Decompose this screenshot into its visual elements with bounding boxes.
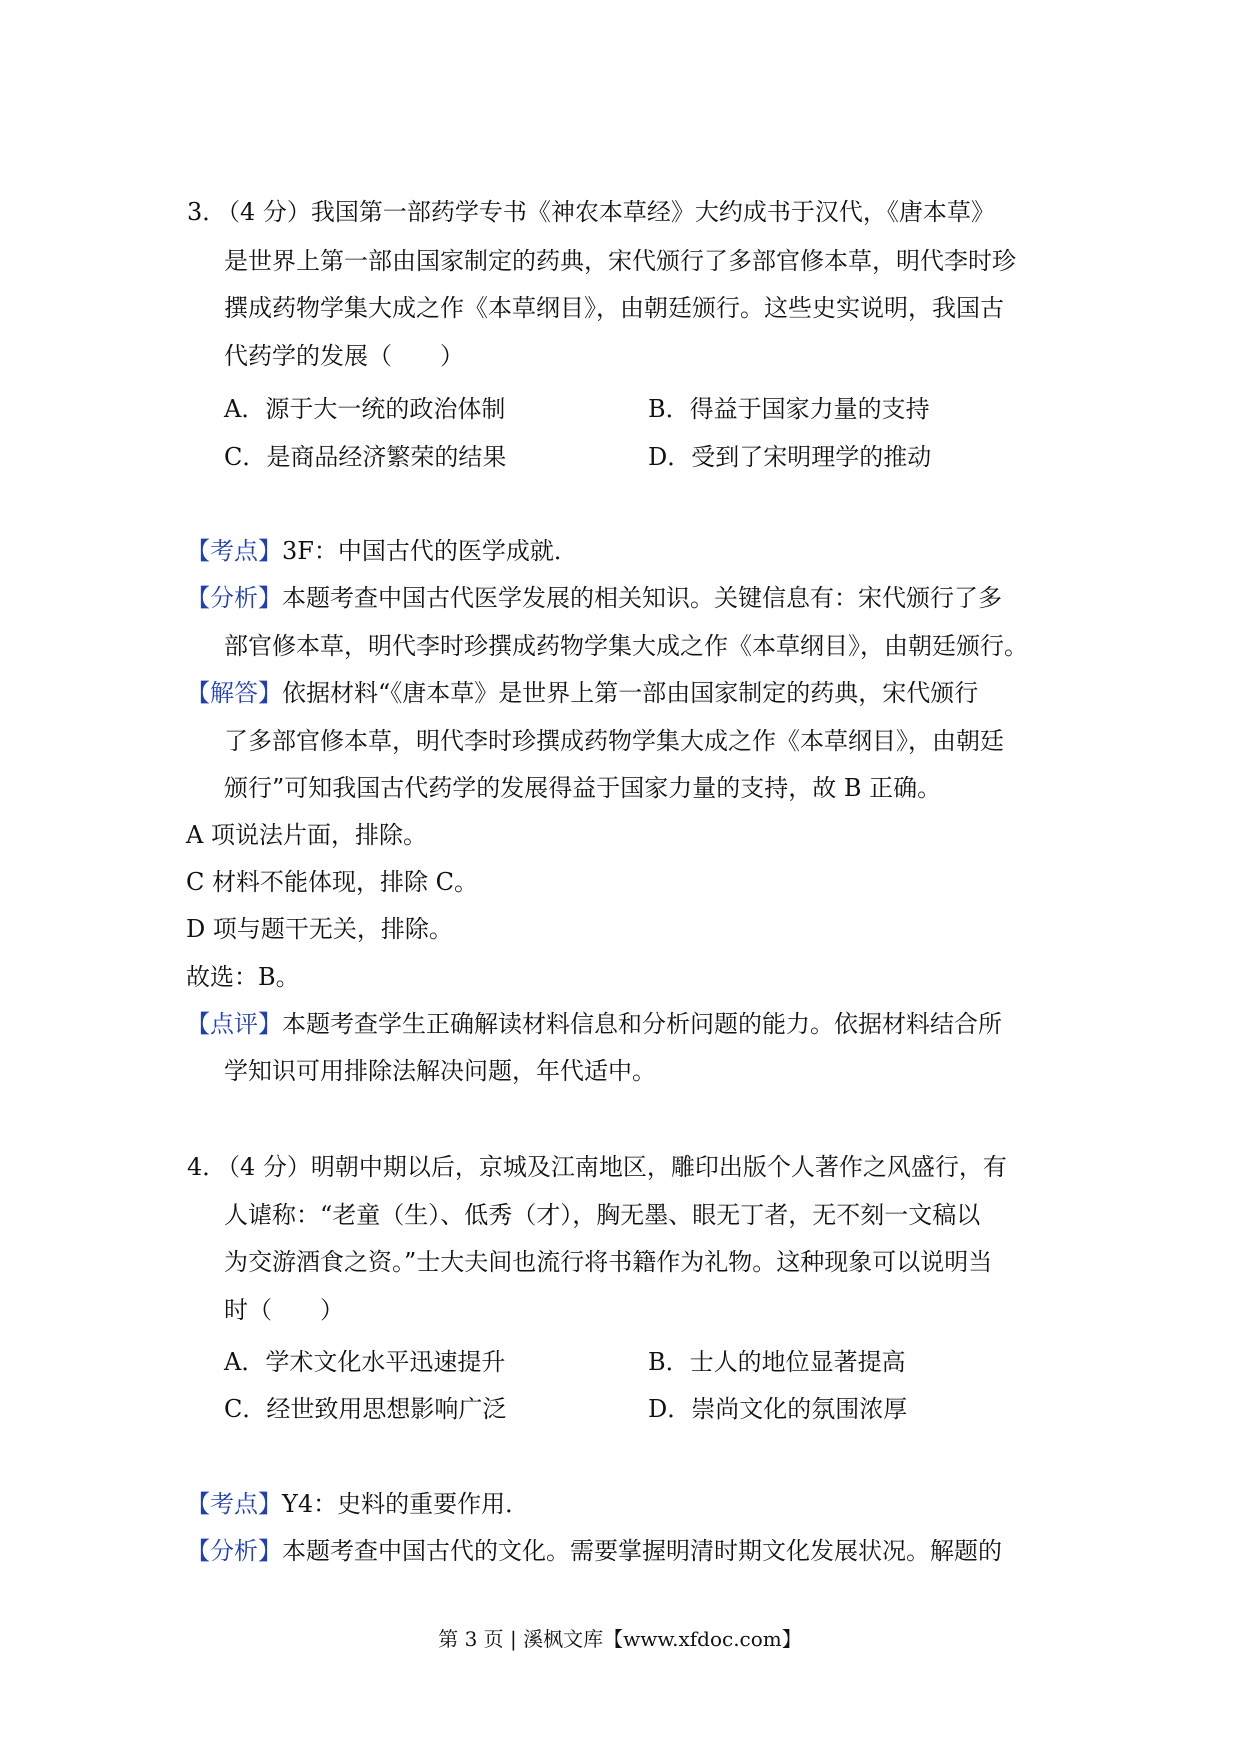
question-3-number: 3． (187, 198, 227, 226)
q4-kaodian (186, 1487, 529, 1521)
q3-extra-3: D 项与题干无关，排除。 (186, 915, 453, 943)
q3-fenxi (186, 581, 1002, 615)
question-4-line-4: 时（ ） (224, 1296, 344, 1324)
kaodian-text: 3F：中国古代的医学成就． (282, 537, 578, 565)
question-4-option-b: B．士人的地位显著提高 (648, 1348, 906, 1376)
fenxi-text-1: 本题考查中国古代医学发展的相关知识。关键信息有：宋代颁行了多 (282, 584, 1002, 612)
question-4-number: 4． (187, 1153, 227, 1181)
page-footer: 第 3 页 | 溪枫文库【www.xfdoc.com】 (438, 1627, 802, 1651)
question-3-option-a: A．源于大一统的政治体制 (224, 395, 506, 423)
question-3-line-3: 撰成药物学集大成之作《本草纲目》，由朝廷颁行。这些史实说明，我国古 (224, 294, 1004, 322)
question-3-option-b: B．得益于国家力量的支持 (648, 395, 930, 423)
q3-jieda-line-2: 了多部官修本草，明代李时珍撰成药物学集大成之作《本草纲目》，由朝廷 (224, 727, 1004, 755)
q3-dianping (186, 1007, 1002, 1041)
kaodian-tag: 【考点】 (186, 537, 282, 565)
question-4-option-a: A．学术文化水平迅速提升 (224, 1348, 506, 1376)
kaodian-text: Y4：史料的重要作用． (282, 1490, 530, 1518)
jieda-tag: 【解答】 (186, 679, 282, 707)
q3-jieda-line-3: 颁行”可知我国古代药学的发展得益于国家力量的支持，故 B 正确。 (224, 774, 942, 802)
question-4-line-2: 人谑称：“老童（生）、低秀（才），胸无墨、眼无丁者，无不刻一文稿以 (224, 1201, 981, 1229)
q3-answer: 故选：B。 (186, 963, 300, 991)
fenxi-tag: 【分析】 (186, 1537, 282, 1565)
q3-extra-1: A 项说法片面，排除。 (186, 821, 427, 849)
question-3-option-d: D．受到了宋明理学的推动 (648, 443, 932, 471)
q3-dianping-line-2: 学知识可用排除法解决问题，年代适中。 (224, 1057, 656, 1085)
question-4-option-c: C．经世致用思想影响广泛 (224, 1395, 507, 1423)
fenxi-tag: 【分析】 (186, 584, 282, 612)
question-3-line-1: （4 分）我国第一部药学专书《神农本草经》大约成书于汉代，《唐本草》 (216, 198, 995, 226)
kaodian-tag: 【考点】 (186, 1490, 282, 1518)
q3-jieda (186, 676, 978, 710)
dianping-tag: 【点评】 (186, 1010, 282, 1038)
q4-fenxi (186, 1534, 1002, 1568)
jieda-text-1: 依据材料“《唐本草》是世界上第一部由国家制定的药典，宋代颁行 (282, 679, 979, 707)
q3-kaodian (186, 534, 578, 568)
question-3-line-2: 是世界上第一部由国家制定的药典，宋代颁行了多部官修本草，明代李时珍 (224, 247, 1016, 275)
q3-extra-2: C 材料不能体现，排除 C。 (186, 868, 478, 896)
fenxi-text: 本题考查中国古代的文化。需要掌握明清时期文化发展状况。解题的 (282, 1537, 1002, 1565)
question-4-line-3: 为交游酒食之资。”士大夫间也流行将书籍作为礼物。这种现象可以说明当 (224, 1248, 993, 1276)
question-3-option-c: C．是商品经济繁荣的结果 (224, 443, 507, 471)
question-3-line-4: 代药学的发展（ ） (224, 342, 464, 370)
dianping-text-1: 本题考查学生正确解读材料信息和分析问题的能力。依据材料结合所 (282, 1010, 1002, 1038)
question-4-line-1: （4 分）明朝中期以后，京城及江南地区，雕印出版个人著作之风盛行，有 (216, 1153, 1007, 1181)
q3-fenxi-line-2: 部官修本草，明代李时珍撰成药物学集大成之作《本草纲目》，由朝廷颁行。 (224, 632, 1028, 660)
question-4-option-d: D．崇尚文化的氛围浓厚 (648, 1395, 908, 1423)
